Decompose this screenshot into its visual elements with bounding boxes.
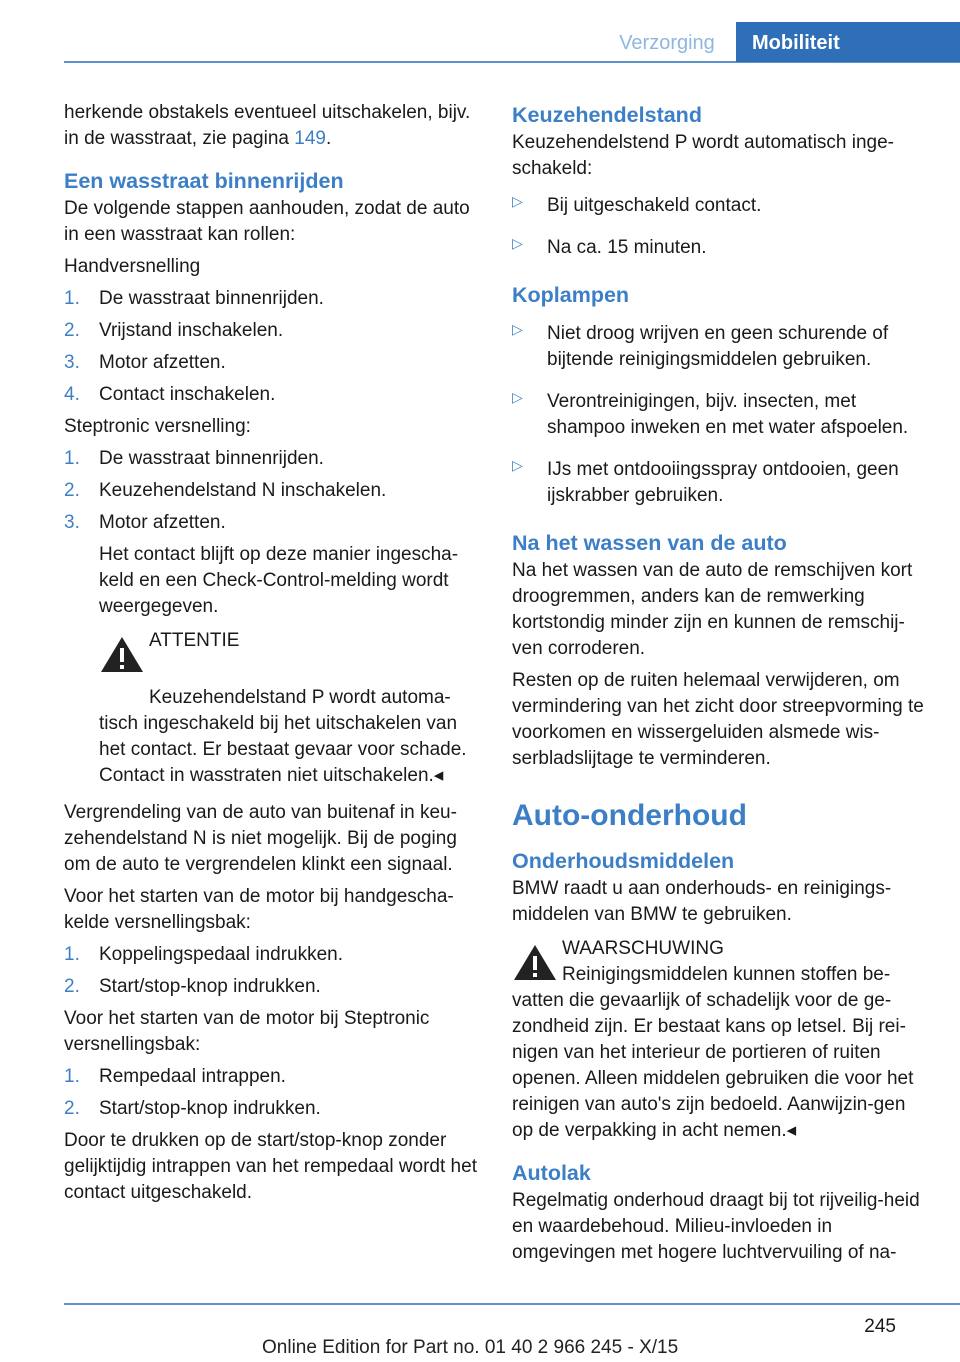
list-text: Start/stop-knop indrukken. <box>99 976 321 997</box>
warning-text: Keuzehendelstand P wordt automa-tisch ingeschakeld bij het uitschakelen van het contact. Er bestaat gevaar voor schade. Contact in wasstraten niet uitschakelen.◂ <box>99 687 467 786</box>
list-text: Rempedaal intrappen. <box>99 1066 286 1087</box>
list-subtext: Het contact blijft op deze manier ingescha-keld en een Check-Control-melding wordt weergegeven. <box>99 544 459 617</box>
list-item <box>512 230 928 266</box>
list-text: Motor afzetten. <box>99 512 226 533</box>
footer-rule <box>64 1303 960 1305</box>
list-number: 2. <box>64 976 80 997</box>
tab-verzorging[interactable]: Verzorging <box>619 32 715 54</box>
list-item <box>512 316 928 378</box>
paragraph-druk: Door te drukken op de start/stop-knop zonder gelijktijdig intrappen van het rempedaal wordt het contact uitgeschakeld. <box>64 1130 477 1203</box>
list-item <box>64 510 482 654</box>
paragraph-bmw: BMW raadt u aan onderhouds- en reinigings-middelen van BMW te gebruiken. <box>512 878 892 925</box>
triangle-bullet-icon: ▷ <box>512 389 523 405</box>
list-item <box>512 384 928 446</box>
paragraph-handversnelling: Handversnelling <box>64 256 201 277</box>
warning-attentie-text <box>99 685 483 789</box>
intro-paragraph <box>64 100 482 152</box>
list-steptronic <box>64 446 482 654</box>
list-number: 2. <box>64 1098 80 1119</box>
triangle-bullet-icon: ▷ <box>512 321 523 337</box>
intro-text: herkende obstakels eventueel uitschakelen, bijv. in de wasstraat, zie pagina <box>64 102 471 149</box>
list-number: 1. <box>64 288 80 309</box>
edition-text: Online Edition for Part no. 01 40 2 966 245 - X/15 <box>262 1337 679 1358</box>
warning-triangle-icon <box>512 942 558 982</box>
warning-text <box>512 962 928 1144</box>
list-item <box>64 942 482 968</box>
list-text: De wasstraat binnenrijden. <box>99 288 324 309</box>
list-item <box>64 286 482 312</box>
list-text: Vrijstand inschakelen. <box>99 320 284 341</box>
list-number: 4. <box>64 384 80 405</box>
paragraph-steptronic: Steptronic versnelling: <box>64 416 251 437</box>
paragraph-stappen: De volgende stappen aanhouden, zodat de auto in een wasstraat kan rollen: <box>64 198 470 245</box>
list-item <box>64 382 482 408</box>
list-number: 1. <box>64 944 80 965</box>
list-text: IJs met ontdooiingsspray ontdooien, geen ijskrabber gebruiken. <box>547 459 899 506</box>
list-koplampen <box>512 316 928 514</box>
left-column <box>64 100 482 664</box>
heading-koplampen: Koplampen <box>512 283 630 307</box>
list-item <box>64 318 482 344</box>
paragraph-resten: Resten op de ruiten helemaal verwijderen, om vermindering van het zicht door streepvorming te voorkomen en wissergeluiden alsmede wis-serbladslijtage te verminderen. <box>512 670 924 769</box>
paragraph-start-hand: Voor het starten van de motor bij handgescha-kelde versnellingsbak: <box>64 886 454 933</box>
list-start-hand <box>64 942 482 1000</box>
warning-title: WAARSCHUWING <box>562 938 724 959</box>
list-text: Motor afzetten. <box>99 352 226 373</box>
list-text: De wasstraat binnenrijden. <box>99 448 324 469</box>
list-text: Koppelingspedaal indrukken. <box>99 944 344 965</box>
list-text: Contact inschakelen. <box>99 384 276 405</box>
intro-end: . <box>325 128 332 149</box>
heading-onderhoudsmiddelen: Onderhoudsmiddelen <box>512 849 735 873</box>
list-handversnelling <box>64 286 482 408</box>
warning-triangle-icon <box>99 634 145 674</box>
list-item <box>64 446 482 472</box>
warning-attentie <box>99 628 482 654</box>
list-number: 3. <box>64 352 80 373</box>
heading-na-het-wassen: Na het wassen van de auto <box>512 531 787 555</box>
list-number: 1. <box>64 448 80 469</box>
paragraph-start-step: Voor het starten van de motor bij Steptronic versnellingsbak: <box>64 1008 430 1055</box>
heading-keuzehendelstand: Keuzehendelstand <box>512 103 702 127</box>
heading-autolak: Autolak <box>512 1161 591 1185</box>
list-text: Keuzehendelstand N inschakelen. <box>99 480 387 501</box>
list-item <box>512 452 928 514</box>
list-text: Niet droog wrijven en geen schurende of bijtende reinigingsmiddelen gebruiken. <box>547 323 889 370</box>
paragraph-na-het-wassen: Na het wassen van de auto de remschijven kort droogremmen, anders kan de remwerking kortstondig minder zijn en kunnen de remschij-ven corroderen. <box>512 560 913 659</box>
page-number: 245 <box>864 1316 896 1337</box>
paragraph-vergrendeling: Vergrendeling van de auto van buitenaf in keu-zehendelstand N is niet mogelijk. Bij de poging om de auto te vergrendelen klinkt een signaal. <box>64 802 457 875</box>
warning-waarschuwing <box>512 936 928 1144</box>
triangle-bullet-icon: ▷ <box>512 193 523 209</box>
list-text: Na ca. 15 minuten. <box>547 237 707 258</box>
list-keuzehendelstand <box>512 188 928 266</box>
right-column <box>512 100 928 1272</box>
warning-body: Reinigingsmiddelen kunnen stoffen be-vatten die gevaarlijk of schadelijk voor de ge-zondheid zijn. Er bestaat kans op letsel. Bij rei-nigen van het interieur de portieren of ruiten openen. Alleen middelen gebruiken die voor het reinigen van auto's zijn bedoeld. Aanwijzin-gen op de verpakking in acht nemen.◂ <box>512 964 914 1141</box>
list-start-step <box>64 1064 482 1122</box>
list-number: 2. <box>64 320 80 341</box>
triangle-bullet-icon: ▷ <box>512 235 523 251</box>
triangle-bullet-icon: ▷ <box>512 457 523 473</box>
list-text: Bij uitgeschakeld contact. <box>547 195 762 216</box>
list-number: 3. <box>64 512 80 533</box>
page-link-149[interactable]: 149 <box>294 128 326 149</box>
heading-wasstraat: Een wasstraat binnenrijden <box>64 169 344 193</box>
list-text: Verontreinigingen, bijv. insecten, met shampoo inweken en met water afspoelen. <box>547 391 909 438</box>
list-number: 2. <box>64 480 80 501</box>
heading-auto-onderhoud: Auto-onderhoud <box>512 799 747 832</box>
list-item <box>64 1064 482 1090</box>
tab-mobiliteit[interactable]: Mobiliteit <box>736 22 960 62</box>
list-item <box>512 188 928 224</box>
warning-title: ATTENTIE <box>149 630 240 651</box>
left-column-lower <box>64 800 482 1212</box>
list-item <box>64 1096 482 1122</box>
list-text: Start/stop-knop indrukken. <box>99 1098 321 1119</box>
list-item <box>64 350 482 376</box>
paragraph-keuzehendelstand: Keuzehendelstend P wordt automatisch inge-schakeld: <box>512 132 895 179</box>
list-number: 1. <box>64 1066 80 1087</box>
list-item <box>64 974 482 1000</box>
paragraph-autolak: Regelmatig onderhoud draagt bij tot rijveilig-heid en waardebehoud. Milieu-invloeden in omgevingen met hogere luchtvervuiling of na- <box>512 1190 920 1263</box>
list-item <box>64 478 482 504</box>
